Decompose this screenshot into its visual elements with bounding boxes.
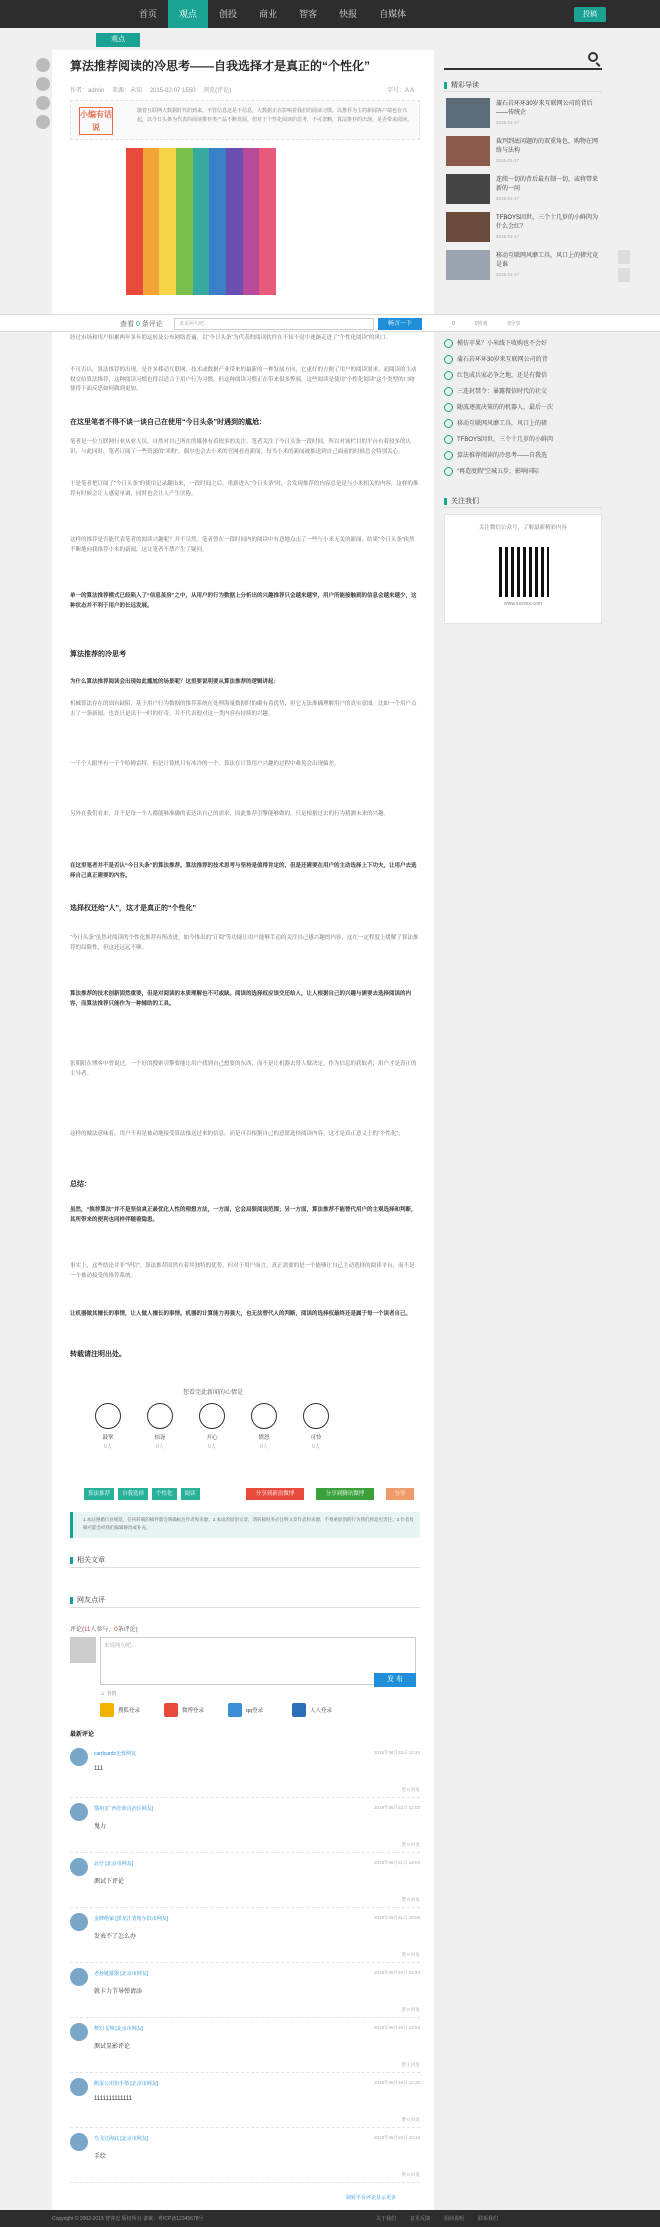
comment-count-label[interactable]: 查看 0 条评论 [120,321,163,328]
share-button[interactable]: 分享 [386,1488,414,1500]
main-nav [128,0,417,28]
follow-url: www.xxxxxx.com [504,601,542,607]
list-item: 金牌绝家 [黑龙江省哈尔滨市网友] 2019年06月21日 18:08 发表不了怎么办 赞 0 回复 [70,1913,420,1963]
section-heading: 选择权还给“人”，这才是真正的“个性化” [70,905,196,912]
comment-bar-stats: 0 0喜欢 0分享 [452,321,521,327]
submit-button[interactable]: 投稿 [574,7,606,22]
paragraph: 不可否认，算法推荐的出现，是许多移动互联网、技术或数据产业带来的最新的一种发展方向，它更好的方便了用户的阅读需求。而阅读的主动权交给算法推荐，这种阅读习惯也得以适合于用户行为习惯。但这种阅读习惯正在带来很多弊端，这些阅读是使用“个性化阅读”这个类型的口吻使得下面反思如何做到更加。 [70,367,417,392]
comment-bar-input[interactable]: 来说两句吧... [174,318,374,330]
nav-item-news[interactable]: 快报 [339,9,358,19]
thumbnail [446,136,490,166]
login-sohu[interactable]: 搜狐登录 [100,1702,140,1718]
nav-item-smart[interactable]: 智客 [299,9,318,19]
login-renren[interactable]: 人人登录 [292,1702,332,1718]
section-heading: 算法推荐的冷思考 [70,651,126,658]
comment-actions[interactable]: 赞 0 回复 [401,2172,420,2177]
nav-item-startup[interactable]: 创投 [219,9,238,19]
latest-comments-title: 最新评论 [70,1732,95,1738]
share-sidebar [36,58,53,134]
tag-link[interactable]: 阅读 [181,1488,200,1500]
paragraph: 这样的推荐是否能代表笔者的阅读兴趣呢？并不尽然。笔者曾在一段时间内的阅读中有意地点击了一些与小米无关的新闻，结果“今日头条”依然不断地向我推荐小米的新闻，这让笔者不禁产生了疑问。 [70,537,415,553]
meta-date: 2015-02-07 1550 [149,88,196,94]
avatar [70,1637,96,1663]
follow-header: 关注我们 [444,496,602,508]
paragraph: 让机器做其擅长的事情，让人做人擅长的事情。机器的计算能力再强大，也无法替代人的判断，阅读的选择权最终还是属于每一个读者自己。 [70,1311,412,1317]
meta-source: 来源：未知 [112,88,143,94]
mood-title: 您看完此新闻的心情是 [182,1390,243,1396]
footer [0,2210,660,2227]
comment-actions[interactable]: 赞 0 回复 [401,1897,420,1902]
sidebar-list-item[interactable]: 移动互联网风靡工具，风口上的猪 [444,418,602,430]
list-item: 梦幻飞翔 [北京市网友] 2019年06月19日 12:53 测试显影评论 赞 1 回复 [70,2023,420,2073]
article-meta [70,85,420,94]
footer-links [376,2215,512,2222]
sohu-icon [100,1703,114,1717]
article-tags [84,1488,204,1500]
list-item: 鹅蛋公用知手情 [北京市网友] 2019年06月19日 14:32 1111111111111 赞 0 回复 [70,2078,420,2128]
paragraph: 事实上，这些结论并非“坚信”。算法推荐固然有着其独特的优势，但对于用户而言，真正需要的是一个能够让自己主动选择的阅读平台，而不是一个被动接受的推荐系统。 [70,1263,415,1279]
qq-icon [228,1703,242,1717]
paragraph: 经过市场和用户积累两年多年的运转及公布网络普遍，以“今日头条”为代表的阅读软件在不知不觉中逐渐走进了“个性化阅读”的风口。 [70,335,391,341]
nav-item-business[interactable]: 商业 [259,9,278,19]
nav-item-home[interactable]: 首页 [139,9,158,19]
comment-actions[interactable]: 赞 0 回复 [401,1842,420,1847]
paragraph: 于是笔者把订阅了“今日头条”的使用记录翻出来，一段时间之后，重新进入“今日头条”时，会发现推荐的内容总是是与小米相关的内容，这样的推荐有时候会让人感觉单调，同时也会让人产生厌倦。 [70,481,419,497]
weibo-icon[interactable] [36,58,50,72]
paragraph: 张朝阳在博客中曾说过，一个好的搜索引擎要能让用户找到自己想要的东西，而不是让机器去替人做决定。作为信息的获取者，用户才是真正的主导者。 [70,1061,417,1077]
sidebar-list-item[interactable]: 算法推荐阅读的冷思考——自我选 [444,450,602,462]
float-up-icon[interactable] [618,250,630,264]
qr-code [499,547,549,597]
sidebar-list-item[interactable]: 蒲石岩环环30岁来互联网公司的背 [444,354,602,366]
copyright-note: 1.本站遵循行业规范，任何转载的稿件都会明确标注作者和来源；2.本站的原创文章，请转载时务必注明文章作者和来源，不尊重原创的行为我们将追究责任；3.作者投稿可能会经我们编辑修改或补充。 [70,1512,420,1538]
sidebar-list-item[interactable]: “再造度假”空城五步，影响国际 [444,466,602,478]
tag-link[interactable]: 自我选择 [118,1488,148,1500]
nav-item-opinion[interactable]: 观点 [168,0,208,28]
paragraph: 算法推荐的技术创新固然重要，但是对阅读的本质理解也不可或缺。阅读的选择权应该交还给人，让人根据自己的兴趣与需要去选择阅读的内容，而算法推荐只能作为一种辅助的工具。 [70,991,412,1007]
meta-views: 浏览(评论) [203,88,232,94]
summary-text: 随着互联网大数据时代的到来，不管信息还是不信息，大数据正在影响着我们的阅读习惯。以推荐为主的新闻客户端也在兴起，以今日头条为代表的阅读推荐类产品不断发展，但对于个性化阅读的思考，不可忽略，算法推荐的出现，是否带来阅读。 [137,108,413,123]
copyright: Copyright © 2002-2015 智客迈 版权所有 备案：粤ICP备12345678号 [52,2216,204,2222]
publish-button[interactable]: 发 布 [374,1673,416,1687]
nav-item-media[interactable]: 自媒体 [379,9,407,19]
comment-bar-button[interactable]: 畅言一下 [378,318,422,330]
sidebar-article[interactable]: 蒲石岩环环30岁来互联网公司的背后——传统企 2015-01-17 [444,98,602,128]
footer-link[interactable]: 招商说明 [444,2216,465,2222]
thumbnail [446,212,490,242]
avatar [70,1748,88,1766]
comment-bar [0,314,660,332]
paragraph: 为什么算法推荐阅读会出现如此尴尬的场景呢？这里要说明要从算法推荐的逻辑讲起： [70,679,280,685]
hot-reads-header: 精彩导读 [444,80,602,92]
avatar [70,2078,88,2096]
sidebar-list-item[interactable]: 三连封禁令：暴露微信时代的社交 [444,386,602,398]
follow-panel [444,514,602,624]
list-item: 鸟飞过海底 [北京市网友] 2019年06月19日 10:10 手绘 赞 0 回复 [70,2133,420,2183]
paragraph: 虽然，“推荐算法”并不是坚信真正最优化人性的理想方法，一方面，它会局限阅读范围；另一方面，算法推荐不能替代用户的主观选择和判断，其所带来的便利也同样伴随着隐患。 [70,1207,417,1223]
reprint-note: 转载请注明出处。 [70,1351,126,1358]
follow-desc: 关注微信公众号，了解最新精彩内容 [478,525,567,531]
mood-clap[interactable]: 鼓掌 0人 [88,1403,128,1450]
mood-happy[interactable]: 开心 0人 [192,1403,232,1450]
comment-stats: 评论(11人参与，0条评论) [70,1627,138,1633]
comment-actions[interactable]: 赞 0 回复 [401,1787,420,1792]
thumbnail [446,98,490,128]
mood-angry[interactable]: 愤怒 0人 [244,1403,284,1450]
sidebar-article[interactable]: 裁判到底问题的的双重角色，购物在网络与法构 2015-01-17 [444,136,602,166]
comment-actions[interactable]: 赞 0 回复 [401,1952,420,1957]
avatar [70,1858,88,1876]
comments-header: 网友点评 [70,1594,420,1608]
editor-logo: 小编有话说 [79,107,113,135]
comment-icon[interactable] [36,115,50,129]
footer-link[interactable]: 意见反馈 [410,2216,431,2222]
more-comments-link[interactable]: 展转平台评论显示更多 [346,2195,397,2201]
meta-author: 作者：admin [70,88,105,94]
pity-face-icon [303,1403,329,1429]
paragraph: 在这里笔者并不是否认“今日头条”的算法推荐。算法推荐的技术思考与坚持是值得肯定的，但是还需要在用户的主动选择上下功夫，让用户去选择自己真正需要的内容。 [70,863,417,879]
font-size-toggle[interactable]: 字号：A A [386,88,414,94]
search-box[interactable] [444,50,602,70]
related-header: 相关文章 [70,1554,420,1568]
sidebar-list-item[interactable]: 红包成兵家必争之地，还是有微信 [444,370,602,382]
paragraph: 机械算法存在的固有缺陷，基于用户行为数据的推荐系统在处理海量数据时的确有着优势，但它无法准确理解用户的真实意图。比如一个用户点击了一条新闻，也许只是出于一时的好奇，并不代表他对这一类内容有持续的兴趣。 [70,701,417,717]
search-icon[interactable] [588,52,598,62]
sidebar-article[interactable]: 连续一切的背后最有制一切，或将带来新的一问 2015-01-17 [444,174,602,204]
list-item: 鄂州 [广西壮族自治区网友] 2019年06月22日 12:03 鬼力 赞 0 回复 [70,1803,420,1853]
mood-surprise[interactable]: 惊讶 0人 [140,1403,180,1450]
sidebar-list-item[interactable]: 模仿苹果？小米线下收购也不会好 [444,338,602,350]
login-qq[interactable]: qq登录 [228,1702,263,1718]
comment-input[interactable]: 来说两句吧... [100,1637,416,1685]
paragraph: “今日头条”虽然对阅读的个性化推荐有所改进，如今推出的“订阅”等功能让用户能够手动的关注自己感兴趣的内容，这在一定程度上缓解了算法推荐的局限性，但这还远远不够。 [70,935,419,951]
paragraph: 单一的算法推荐模式已经陷入了“信息茧房”之中，从用户的行为数据上分析出的兴趣推荐只会越来越窄，用户所能接触到的信息会越来越少，这种状态并不利于用户的长远发展。 [70,593,417,609]
list-item: 老孙链接器 [北京市网友] 2019年06月20日 22:33 就卡力节导弹请添 赞 0 回复 [70,1968,420,2018]
comment-actions[interactable]: 赞 1 回复 [401,2062,420,2067]
tag-link[interactable]: 算法推荐 [84,1488,114,1500]
list-item: cardcards无忧网友 2019年06月22日 12:24 111 赞 0 回复 [70,1748,420,1798]
article-image [126,148,276,295]
emoji-button[interactable]: ☺ 表情 [100,1691,117,1697]
avatar [70,2023,88,2041]
share-tencent-button[interactable]: 分享到腾讯微博 [316,1488,374,1500]
paragraph: 另外在我们看来，并不是每一个人都能够准确的表达出自己的需求，因此推荐引擎能够做的，只是根据过去的行为猜测未来的兴趣。 [70,811,390,817]
footer-link[interactable]: 关于我们 [376,2216,397,2222]
wechat-icon[interactable] [36,77,50,91]
article-title: 算法推荐阅读的冷思考——自我选择才是真正的“个性化” [70,59,371,73]
paragraph: 这样的做法意味着，用户不再是被动地接受算法推送过来的信息，而是可以根据自己的意愿选择阅读内容，这才是真正意义上的“个性化”。 [70,1131,404,1137]
paragraph: 一千个人眼里有一千个哈姆雷特，但是计算机只有冰冷的一个。算法在计算用户兴趣的过程中难免会出现偏差。 [70,761,340,767]
renren-icon [292,1703,306,1717]
star-icon[interactable] [36,96,50,110]
thumbnail [446,250,490,280]
sidebar-article[interactable]: TFBOYS因世，三个十几岁的小鲜肉为什么会红？ 2015-01-17 [444,212,602,242]
float-qrcode-icon[interactable] [618,268,630,282]
section-heading: 在这里笔者不得不谈一谈自己在使用“今日头条”时遇到的尴尬： [70,419,266,426]
tag-link[interactable]: 个性化 [152,1488,177,1500]
avatar [70,1803,88,1821]
avatar [70,1968,88,1986]
sidebar-list-item[interactable]: 随波逐流决策的的机器人，最后一次 [444,402,602,414]
login-weibo[interactable]: 微博登录 [164,1702,204,1718]
comment-actions[interactable]: 赞 0 回复 [401,2117,420,2122]
section-heading: 总结： [70,1181,91,1188]
mood-pity[interactable]: 可怜 0人 [296,1403,336,1450]
sidebar-list-item[interactable]: TFBOYS因世，三个十几岁的小鲜肉 [444,434,602,446]
paragraph: 笔者是一位互联网行业从业人员，自然对自己所在的媒体有着较多的关注。笔者关注了今日头条一段时间，所以对该栏目的平台有着较多的认识，与此同时，笔者订阅了一些资深的“米粉”，偶尔也会去小米的官网看看新闻，每当小米的新闻被推送到自己面前的时候总会特别关心。 [70,439,412,455]
sidebar-article[interactable]: 移动互联网风靡工具，风口上的猪究竟是谁 2015-01-17 [444,250,602,280]
avatar [70,2133,88,2151]
avatar [70,1913,88,1931]
category-tag[interactable]: 观点 [96,33,140,47]
surprise-face-icon [147,1403,173,1429]
angry-face-icon [251,1403,277,1429]
list-item: 北仔 [北京市网友] 2019年06月21日 19:04 测试下评论 赞 0 回复 [70,1858,420,1908]
thumbnail [446,174,490,204]
top-navbar [0,0,660,28]
mood-panel [88,1387,338,1469]
article-summary [70,100,420,140]
share-weibo-button[interactable]: 分享到新浪微博 [246,1488,304,1500]
happy-face-icon [199,1403,225,1429]
clap-face-icon [95,1403,121,1429]
comment-actions[interactable]: 赞 0 回复 [401,2007,420,2012]
weibo-icon [164,1703,178,1717]
footer-link[interactable]: 联系我们 [478,2216,499,2222]
